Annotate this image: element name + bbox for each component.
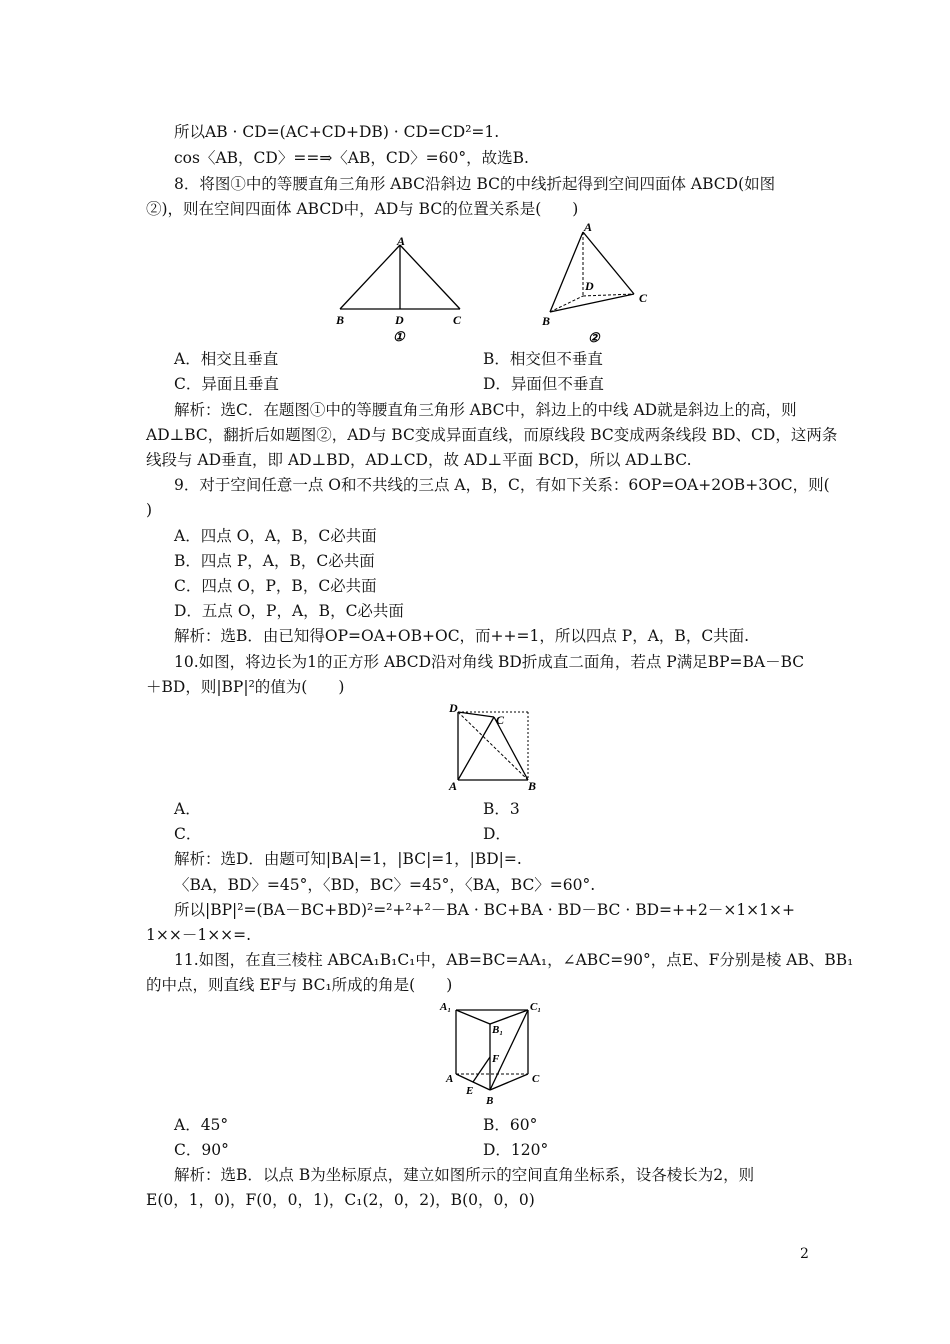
q11-solution-2: E(0，1，0)，F(0，0，1)，C₁(2，0，2)，B(0，0，0)	[146, 1191, 535, 1209]
figure-number: ②	[588, 330, 600, 345]
q11-stem-1: 11.如图，在直三棱柱 ABCA₁B₁C₁中，AB=BC=AA₁，∠ABC=90°，点E、F分别是棱 AB、BB₁	[174, 951, 854, 969]
figure-1-triangle	[330, 233, 470, 345]
q10-solution-2: 〈BA，BD〉=45°，〈BD，BC〉=45°，〈BA，BC〉=60°.	[174, 876, 596, 894]
label-D: D	[449, 701, 458, 715]
label-D: D	[585, 279, 594, 293]
figure-2-tetrahedron	[536, 218, 658, 346]
label-C: C	[453, 313, 462, 327]
q10-solution-1: 解析：选D．由题可知|BA|=1，|BC|=1，|BD|=.	[174, 850, 522, 868]
q11-stem-2: 的中点，则直线 EF与 BC₁所成的角是( )	[146, 976, 453, 994]
q9-option-a: A．四点 O，A，B，C必共面	[174, 527, 377, 545]
label-C1: C₁	[530, 1001, 542, 1013]
label-C: C	[496, 713, 505, 727]
q11-option-b: B．60°	[483, 1116, 538, 1134]
q10-option-a: A．	[174, 800, 201, 818]
q9-option-b: B．四点 P，A，B，C必共面	[174, 552, 375, 570]
q10-stem-1: 10.如图，将边长为1的正方形 ABCD沿对角线 BD折成直二面角，若点 P满足BP=BA－BC	[174, 653, 805, 671]
q11-option-a: A．45°	[174, 1116, 229, 1134]
q11-option-d: D．120°	[483, 1141, 549, 1159]
label-B: B	[336, 313, 345, 327]
label-A: A	[584, 220, 593, 234]
line-2: cos〈AB，CD〉==⇒〈AB，CD〉=60°，故选B.	[174, 149, 529, 167]
q8-solution-3: 线段与 AD垂直，即 AD⊥BD，AD⊥CD，故 AD⊥平面 BCD，所以 AD⊥BC.	[146, 451, 692, 469]
q9-option-d: D．五点 O，P，A，B，C必共面	[174, 602, 404, 620]
q9-stem-2: )	[146, 501, 153, 519]
label-C: C	[532, 1073, 540, 1085]
q8-stem-2: ②)，则在空间四面体 ABCD中，AD与 BC的位置关系是( )	[146, 200, 579, 218]
q10-solution-4: 1××－1××=.	[146, 926, 252, 944]
q10-stem-2: ＋BD，则|BP|²的值为( )	[146, 678, 345, 696]
q10-option-d: D．	[483, 825, 511, 843]
label-D: D	[395, 313, 404, 327]
line-1: 所以AB · CD=(AC+CD+DB) · CD=CD²=1.	[174, 123, 500, 141]
q11-option-c: C．90°	[174, 1141, 229, 1159]
figure-3-folded-square	[444, 700, 544, 796]
label-A: A	[449, 779, 458, 793]
q8-stem-1: 8．将图①中的等腰直角三角形 ABC沿斜边 BC的中线折起得到空间四面体 ABCD(如图	[174, 175, 776, 193]
q10-option-c: C．	[174, 825, 202, 843]
label-A1: A₁	[440, 1001, 452, 1013]
label-B1: B₁	[492, 1024, 504, 1036]
figure-4-prism	[438, 1000, 548, 1110]
label-B: B	[486, 1095, 494, 1107]
page-number: 2	[800, 1246, 809, 1262]
label-B: B	[542, 314, 551, 328]
q8-solution-2: AD⊥BC，翻折后如题图②，AD与 BC变成异面直线，而原线段 BC变成两条线段 BD、CD，这两条	[146, 426, 838, 444]
label-B: B	[528, 779, 537, 793]
q10-option-b: B．3	[483, 800, 520, 818]
label-F: F	[492, 1053, 500, 1065]
label-C: C	[639, 291, 648, 305]
label-A: A	[446, 1073, 454, 1085]
label-E: E	[466, 1085, 474, 1097]
q9-option-c: C．四点 O，P，B，C必共面	[174, 577, 377, 595]
label-A: A	[397, 234, 406, 248]
q8-option-a: A．相交且垂直	[174, 350, 279, 368]
q8-option-d: D．异面但不垂直	[483, 375, 604, 393]
q9-stem-1: 9．对于空间任意一点 O和不共线的三点 A，B，C，有如下关系：6OP=OA+2OB+3OC，则(	[174, 476, 830, 494]
q8-option-b: B．相交但不垂直	[483, 350, 603, 368]
q10-solution-3: 所以|BP|²=(BA－BC+BD)²=²+²+²－BA · BC+BA · BD－BC · BD=++2－×1×1×+	[174, 901, 796, 919]
q11-solution-1: 解析：选B．以点 B为坐标原点，建立如图所示的空间直角坐标系，设各棱长为2，则	[174, 1166, 755, 1184]
q8-solution-1: 解析：选C．在题图①中的等腰直角三角形 ABC中，斜边上的中线 AD就是斜边上的高，则	[174, 401, 797, 419]
q8-option-c: C．异面且垂直	[174, 375, 279, 393]
figure-number: ①	[393, 329, 405, 344]
q9-solution: 解析：选B．由已知得OP=OA+OB+OC，而++=1，所以四点 P，A，B，C共面.	[174, 627, 750, 645]
